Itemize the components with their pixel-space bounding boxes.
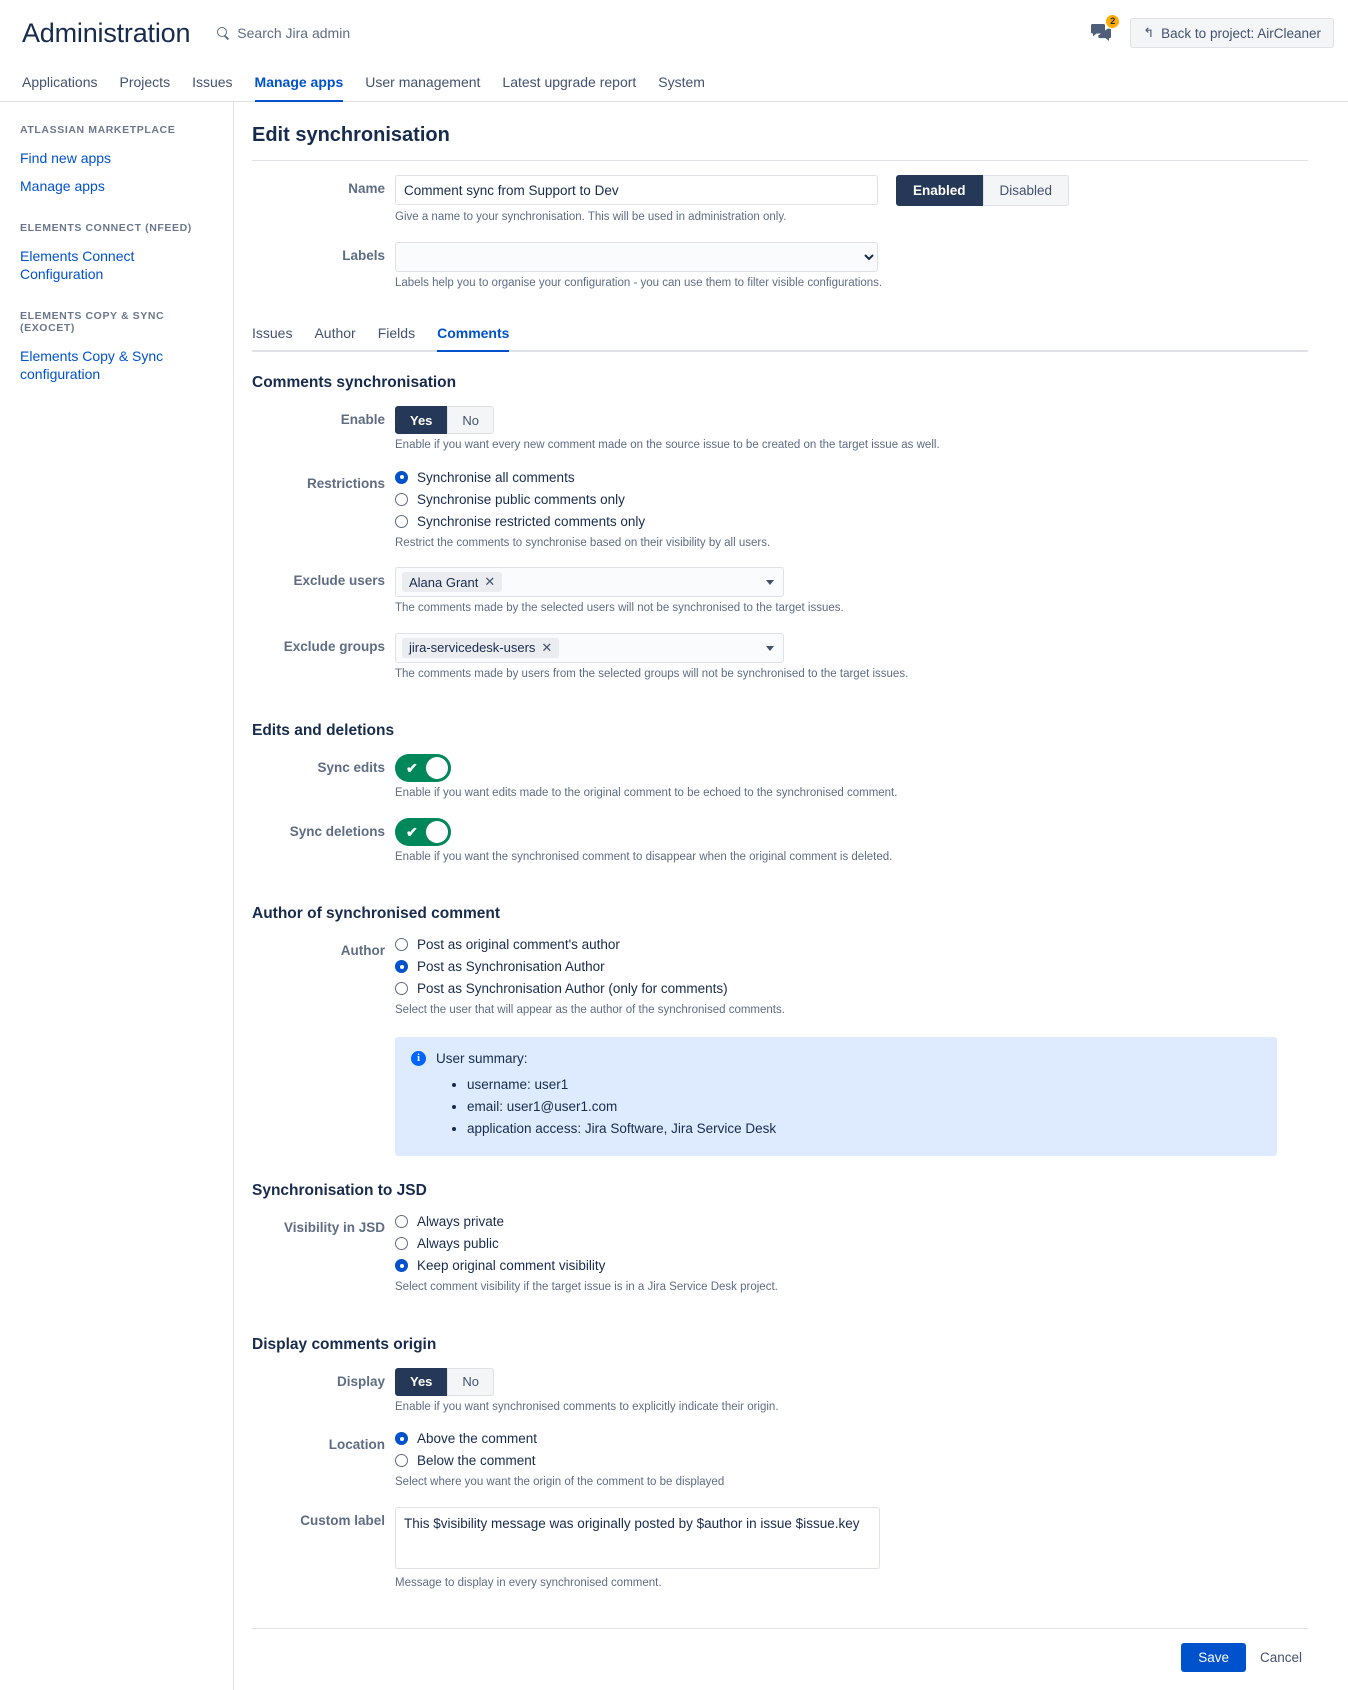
chip-exclude-group xyxy=(402,638,559,658)
section-display-comments-origin: Display comments origin xyxy=(252,1335,437,1353)
radio-sync-restricted-only[interactable] xyxy=(395,514,1308,529)
name-input[interactable] xyxy=(395,175,878,205)
user-summary-header xyxy=(411,1051,1261,1066)
labels-hint: Labels help you to organise your configuration - you can use them to filter visible configurations. xyxy=(395,276,883,289)
exclude-groups-label: Exclude groups xyxy=(283,638,385,654)
radio-post-as-sync-author[interactable] xyxy=(395,959,1308,974)
radio-label-original-author: Post as original comment's author xyxy=(417,937,620,953)
nav-item-system[interactable]: System xyxy=(658,74,705,90)
page-body xyxy=(0,102,1348,1690)
display-yes-button[interactable]: Yes xyxy=(395,1368,447,1396)
tab-issues[interactable]: Issues xyxy=(252,325,293,342)
exclude-users-select[interactable] xyxy=(395,567,784,597)
enable-yes-button[interactable]: Yes xyxy=(395,406,447,434)
check-icon: ✔ xyxy=(406,823,418,840)
enable-hint: Enable if you want every new comment made on the source issue to be created on the target issue as well. xyxy=(395,439,940,452)
radio-icon-keep-original-visibility xyxy=(395,1259,408,1272)
chip-exclude-user xyxy=(402,572,502,592)
sync-edits-label: Sync edits xyxy=(317,760,385,776)
sidebar-item-find-new-apps[interactable]: Find new apps xyxy=(20,150,112,166)
chip-remove-icon[interactable]: ✕ xyxy=(484,574,496,590)
restrictions-label: Restrictions xyxy=(306,475,385,491)
exclude-users-label: Exclude users xyxy=(293,573,385,589)
nav-item-user-management[interactable]: User management xyxy=(365,74,481,90)
radio-label-sync-all: Synchronise all comments xyxy=(417,469,575,485)
radio-below-the-comment[interactable] xyxy=(395,1453,1308,1468)
sidebar-item-elements-copy-sync-configuration[interactable]: Elements Copy & Sync configuration xyxy=(20,348,164,382)
display-label: Display xyxy=(336,1373,385,1389)
notifications-button[interactable] xyxy=(1088,16,1116,46)
enable-no-button[interactable]: No xyxy=(447,406,494,434)
top-bar xyxy=(0,0,1348,66)
section-edits-and-deletions: Edits and deletions xyxy=(252,722,395,740)
visibility-in-jsd-hint: Select comment visibility if the target issue is in a Jira Service Desk project. xyxy=(395,1281,778,1294)
toggle-knob xyxy=(426,821,448,843)
field-row-display xyxy=(252,1368,1308,1430)
radio-icon-always-public xyxy=(395,1237,408,1250)
chip-label-exclude-user: Alana Grant xyxy=(409,574,479,590)
radio-sync-public-only[interactable] xyxy=(395,492,1308,507)
visibility-in-jsd-label: Visibility in JSD xyxy=(283,1220,385,1236)
user-summary-title: User summary: xyxy=(436,1050,528,1066)
display-toggle-group xyxy=(395,1368,1308,1396)
chevron-down-icon xyxy=(766,646,774,651)
user-summary-username: • username: user1 xyxy=(467,1074,1261,1096)
radio-icon-always-private xyxy=(395,1215,408,1228)
radio-label-sync-public: Synchronise public comments only xyxy=(417,491,625,507)
chip-remove-icon[interactable]: ✕ xyxy=(541,639,553,655)
sidebar xyxy=(0,102,234,1690)
back-to-project-button[interactable] xyxy=(1130,18,1334,48)
radio-label-always-private: Always private xyxy=(417,1214,505,1230)
sync-edits-hint: Enable if you want edits made to the original comment to be echoed to the synchronised comment. xyxy=(395,787,898,800)
config-tabs xyxy=(252,319,1308,352)
admin-search[interactable] xyxy=(216,25,350,41)
location-hint: Select where you want the origin of the comment to be displayed xyxy=(395,1476,725,1489)
notification-badge: 2 xyxy=(1106,15,1119,28)
enable-toggle-group xyxy=(395,406,1308,434)
radio-post-as-sync-author-comments-only[interactable] xyxy=(395,981,1308,996)
exclude-groups-select[interactable] xyxy=(395,633,784,663)
field-row-labels xyxy=(252,242,1308,306)
status-enabled-button[interactable]: Enabled xyxy=(896,175,983,206)
search-icon xyxy=(216,26,230,40)
field-row-restrictions xyxy=(252,470,1308,566)
radio-icon-above-comment xyxy=(395,1432,408,1445)
field-row-exclude-users xyxy=(252,567,1308,631)
display-no-button[interactable]: No xyxy=(447,1368,494,1396)
radio-icon-sync-public xyxy=(395,493,408,506)
nav-item-latest-upgrade-report[interactable]: Latest upgrade report xyxy=(502,74,637,90)
field-row-visibility-in-jsd xyxy=(252,1214,1308,1310)
field-row-location xyxy=(252,1431,1308,1505)
sidebar-group-marketplace xyxy=(0,124,233,200)
radio-post-as-original-author[interactable] xyxy=(395,937,1308,952)
radio-icon-below-comment xyxy=(395,1454,408,1467)
field-row-name xyxy=(252,175,1308,240)
sync-deletions-toggle[interactable] xyxy=(395,818,451,846)
radio-icon-original-author xyxy=(395,938,408,951)
radio-icon-sync-author-comments-only xyxy=(395,982,408,995)
check-icon: ✔ xyxy=(406,760,418,777)
exclude-users-hint: The comments made by the selected users will not be synchronised to the target issues. xyxy=(395,602,844,615)
radio-label-below-comment: Below the comment xyxy=(417,1453,536,1469)
field-row-enable xyxy=(252,406,1308,468)
labels-select[interactable] xyxy=(395,242,878,272)
nav-item-projects[interactable]: Projects xyxy=(119,74,171,90)
tab-author[interactable]: Author xyxy=(314,325,356,342)
sync-deletions-hint: Enable if you want the synchronised comment to disappear when the original comment is deleted. xyxy=(395,850,893,863)
radio-label-always-public: Always public xyxy=(417,1236,499,1252)
author-hint: Select the user that will appear as the author of the synchronised comments. xyxy=(395,1004,785,1017)
radio-icon-sync-restricted xyxy=(395,515,408,528)
display-hint: Enable if you want synchronised comments to explicitly indicate their origin. xyxy=(395,1400,779,1413)
user-summary-application-access: • application access: Jira Software, Jira Service Desk xyxy=(467,1118,1261,1140)
radio-keep-original-visibility[interactable] xyxy=(395,1258,1308,1273)
field-row-author xyxy=(252,937,1308,1156)
radio-always-private[interactable] xyxy=(395,1214,1308,1229)
sidebar-item-elements-connect-configuration[interactable]: Elements Connect Configuration xyxy=(20,248,135,282)
radio-icon-sync-all xyxy=(395,471,408,484)
section-synchronisation-to-jsd: Synchronisation to JSD xyxy=(252,1182,427,1200)
chip-label-exclude-group: jira-servicedesk-users xyxy=(409,640,536,656)
radio-icon-sync-author xyxy=(395,960,408,973)
save-button[interactable]: Save xyxy=(1181,1643,1246,1672)
info-icon: i xyxy=(411,1051,426,1066)
radio-label-sync-author-comments-only: Post as Synchronisation Author (only for comments) xyxy=(417,981,728,997)
top-bar-right xyxy=(1088,18,1334,48)
sync-deletions-label: Sync deletions xyxy=(289,823,385,839)
status-toggle-group xyxy=(896,175,1069,206)
restrictions-hint: Restrict the comments to synchronise based on their visibility by all users. xyxy=(395,536,771,549)
back-arrow-icon: ↰ xyxy=(1143,25,1155,40)
sidebar-item-manage-apps[interactable]: Manage apps xyxy=(20,177,105,194)
name-hint: Give a name to your synchronisation. This will be used in administration only. xyxy=(395,211,787,223)
tab-fields[interactable]: Fields xyxy=(377,325,416,342)
exclude-groups-hint: The comments made by users from the selected groups will not be synchronised to the target issues. xyxy=(395,667,909,680)
section-author-of-synchronised-comment: Author of synchronised comment xyxy=(252,905,501,923)
sidebar-group-title-elements-copy-sync: ELEMENTS COPY & SYNC (EXOCET) xyxy=(20,310,165,334)
field-row-sync-deletions xyxy=(252,818,1308,880)
field-row-sync-edits xyxy=(252,754,1308,816)
radio-label-keep-original-visibility: Keep original comment visibility xyxy=(417,1258,606,1274)
tab-comments[interactable]: Comments xyxy=(426,319,520,350)
custom-label-hint: Message to display in every synchronised comment. xyxy=(395,1576,662,1589)
nav-item-applications[interactable]: Applications xyxy=(22,74,98,90)
toggle-knob xyxy=(426,757,448,779)
name-label: Name xyxy=(348,181,385,196)
field-row-custom-label xyxy=(252,1507,1308,1606)
sidebar-group-elements-copy-sync xyxy=(0,310,233,388)
sidebar-group-title-elements-connect: ELEMENTS CONNECT (NFEED) xyxy=(20,222,192,234)
user-summary-email: • email: user1@user1.com xyxy=(467,1096,1261,1118)
page-title: Edit synchronisation xyxy=(252,124,1308,161)
custom-label-textarea[interactable] xyxy=(395,1507,880,1569)
chevron-down-icon xyxy=(766,580,774,585)
radio-label-sync-author: Post as Synchronisation Author xyxy=(417,959,605,975)
back-to-project-label: Back to project: AirCleaner xyxy=(1161,25,1321,41)
form-footer xyxy=(252,1628,1308,1690)
sync-edits-toggle[interactable] xyxy=(395,754,451,782)
nav-item-manage-apps[interactable]: Manage apps xyxy=(244,74,355,101)
sidebar-group-title-marketplace: ATLASSIAN MARKETPLACE xyxy=(20,124,176,136)
enable-label: Enable xyxy=(340,412,385,428)
nav-item-issues[interactable]: Issues xyxy=(192,74,233,90)
radio-above-the-comment[interactable] xyxy=(395,1431,1308,1446)
location-label: Location xyxy=(328,1437,385,1453)
user-summary-list xyxy=(411,1074,1261,1141)
radio-label-above-comment: Above the comment xyxy=(417,1431,538,1447)
search-input-placeholder[interactable]: Search Jira admin xyxy=(237,25,351,41)
admin-nav xyxy=(0,66,1348,102)
section-comments-synchronisation: Comments synchronisation xyxy=(252,374,457,392)
page-header-title: Administration xyxy=(22,17,191,48)
status-disabled-button[interactable]: Disabled xyxy=(983,175,1070,206)
sidebar-group-elements-connect xyxy=(0,222,233,288)
main-content xyxy=(234,102,1348,1690)
field-row-exclude-groups xyxy=(252,633,1308,697)
cancel-button[interactable]: Cancel xyxy=(1259,1649,1302,1665)
radio-sync-all-comments[interactable] xyxy=(395,470,1308,485)
labels-label: Labels xyxy=(342,247,385,263)
radio-always-public[interactable] xyxy=(395,1236,1308,1251)
custom-label-label: Custom label xyxy=(300,1512,385,1528)
radio-label-sync-restricted: Synchronise restricted comments only xyxy=(417,513,646,529)
user-summary-info-box xyxy=(395,1037,1277,1157)
author-label: Author xyxy=(340,943,385,959)
